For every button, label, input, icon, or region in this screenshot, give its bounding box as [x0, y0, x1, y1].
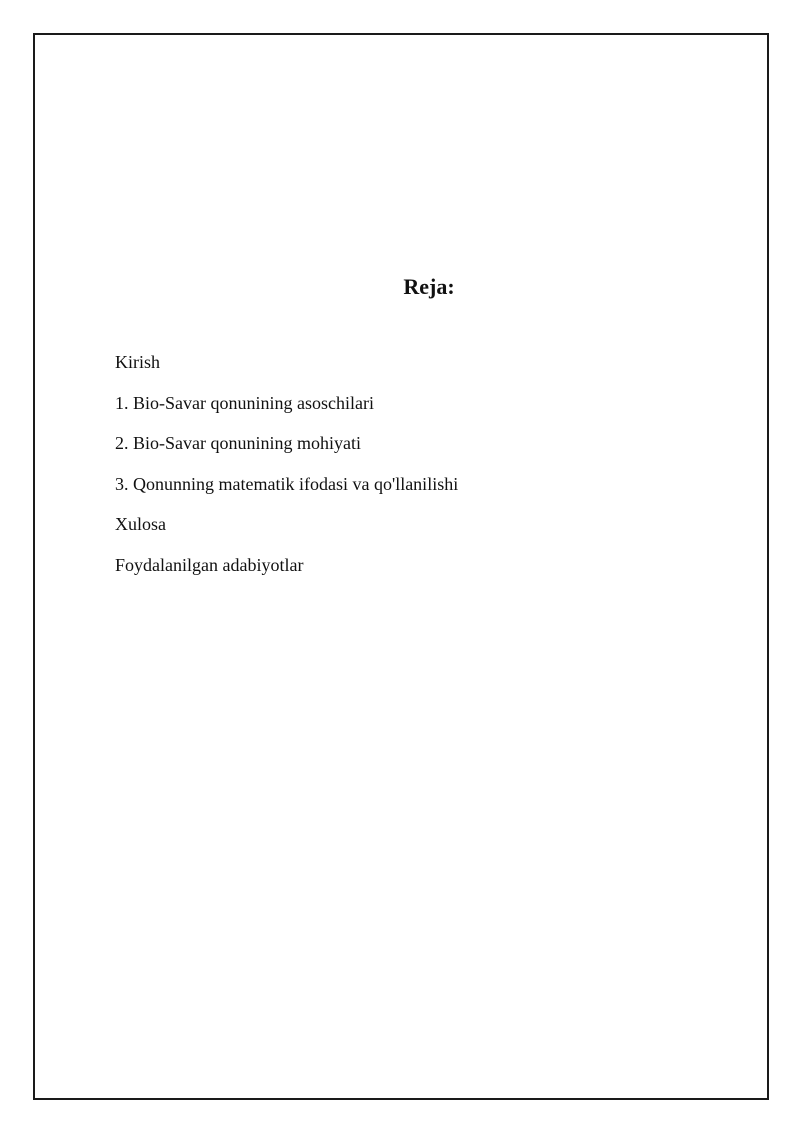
toc-item-formula-applications: 3. Qonunning matematik ifodasi va qo'llanilishi: [115, 473, 459, 494]
page-title: Reja:: [403, 274, 455, 299]
toc-item-essence: 2. Bio-Savar qonunining mohiyati: [115, 433, 361, 453]
toc-item-conclusion: Xulosa: [115, 514, 166, 534]
table-of-contents: [115, 349, 458, 592]
toc-item-founders: 1. Bio-Savar qonunining asoschilari: [115, 392, 374, 413]
toc-item-introduction: Kirish: [115, 352, 160, 372]
toc-item-references: Foydalanilgan adabiyotlar: [115, 554, 304, 575]
